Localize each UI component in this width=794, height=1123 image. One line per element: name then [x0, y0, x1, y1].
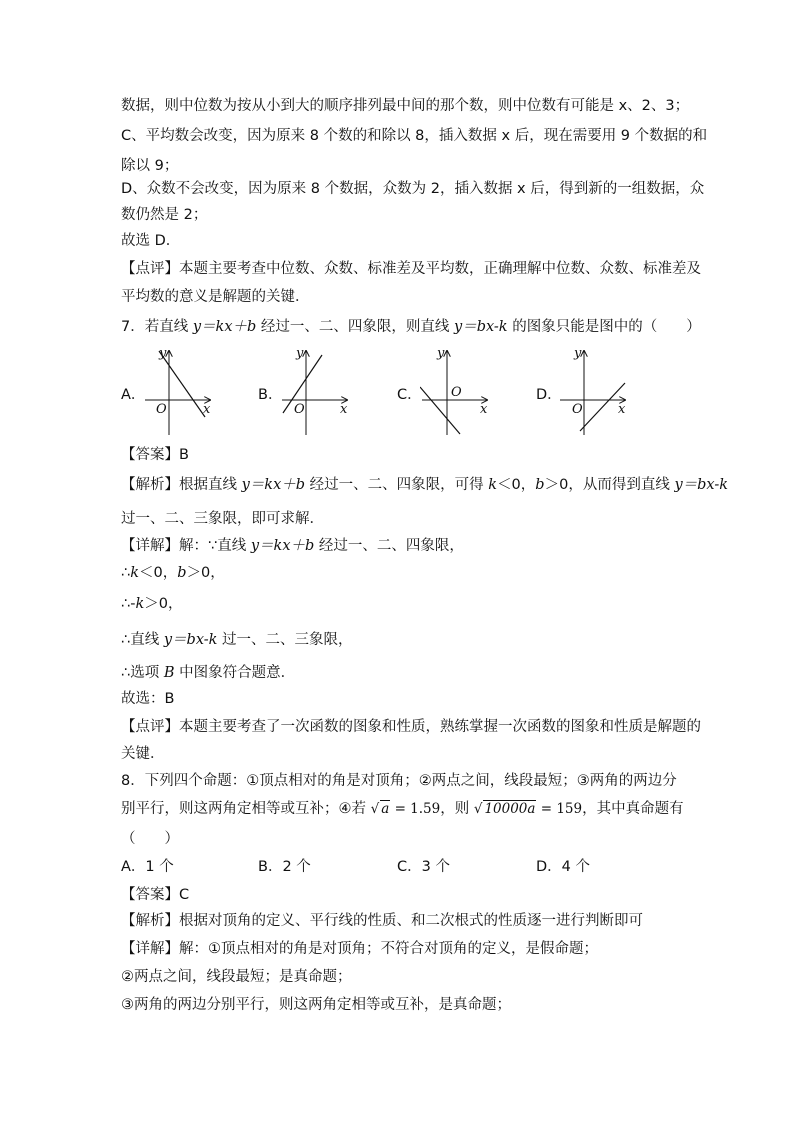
detail-line: ③两角的两边分别平行，则这两角定相等或互补，是真命题；: [121, 997, 511, 1013]
graph-option-b: [280, 343, 365, 438]
option-b-label: B．: [258, 387, 283, 403]
y-label: y: [437, 346, 445, 361]
graph-option-c: [420, 343, 505, 438]
option-a-label: A．: [121, 387, 146, 403]
option-d: D．4 个: [536, 859, 590, 875]
question-8-stem: 8．下列四个命题：①顶点相对的角是对顶角；②两点之间，线段最短；③两角的两边分: [121, 773, 677, 789]
detail-line: ②两点之间，线段最短；是真命题；: [121, 969, 352, 985]
y-label: y: [159, 346, 167, 361]
answer-line: 【答案】B: [121, 447, 189, 463]
x-label: x: [618, 402, 626, 417]
answer-line: 【答案】C: [121, 887, 190, 903]
text-line: 故选 D．: [121, 233, 181, 249]
origin-label: O: [294, 402, 305, 417]
text-line: D、众数不会改变，因为原来 8 个数据，众数为 2，插入数据 x 后，得到新的一组数据，众: [121, 181, 705, 197]
graph-option-d: [558, 343, 643, 438]
x-label: x: [340, 402, 348, 417]
text-line: 数仍然是 2；: [121, 207, 208, 223]
option-b: B．2 个: [258, 859, 311, 875]
detail-step: ∴直线 y＝bx-k 过一、二、三象限，: [121, 632, 353, 648]
text-line: 数据，则中位数为按从小到大的顺序排列最中间的那个数，则中位数有可能是 x、2、3；: [121, 98, 690, 114]
graph-option-a: [143, 343, 228, 438]
detail-step: ∴选项 B 中图象符合题意．: [121, 665, 296, 681]
y-label: y: [574, 346, 582, 361]
review-line: 平均数的意义是解题的关键．: [121, 289, 310, 305]
option-c-label: C．: [397, 387, 422, 403]
analysis-line: 【解析】根据直线 y＝kx＋b 经过一、二、四象限，可得 k＜0，b＞0，从而得到直线 y＝bx-k: [121, 477, 729, 493]
sqrt-expression: √ 10000a = 159: [473, 801, 583, 817]
analysis-line: 【解析】根据对顶角的定义、平行线的性质、和二次根式的性质逐一进行判断即可: [121, 913, 643, 929]
detail-step: ∴-k＞0，: [121, 596, 183, 612]
question-8-stem: 别平行，则这两角定相等或互补；④若 √ a = 1.59，则 √ 10000a = 159，其中真命题有: [121, 801, 684, 817]
question-7-stem: 7．若直线 y＝kx＋b 经过一、二、四象限，则直线 y＝bx-k 的图象只能是图中的（ ）: [121, 319, 701, 335]
sqrt-expression: √ a = 1.59: [370, 801, 441, 817]
text-line: C、平均数会改变，因为原来 8 个数的和除以 8，插入数据 x 后，现在需要用 9 个数据的和: [121, 128, 708, 144]
y-label: y: [296, 346, 304, 361]
analysis-line: 过一、二、三象限，即可求解．: [121, 511, 324, 527]
text-line: 除以 9；: [121, 158, 179, 174]
option-a: A．1 个: [121, 859, 174, 875]
review-line: 【点评】本题主要考查中位数、众数、标准差及平均数，正确理解中位数、众数、标准差及: [121, 261, 701, 277]
origin-label: O: [156, 402, 167, 417]
origin-label: O: [451, 385, 462, 400]
choose-line: 故选：B: [121, 691, 175, 707]
option-d-label: D．: [536, 387, 562, 403]
review-line: 关键．: [121, 746, 165, 762]
detail-line: 【详解】解：①顶点相对的角是对顶角；不符合对顶角的定义，是假命题；: [121, 941, 598, 957]
option-c: C．3 个: [397, 859, 450, 875]
review-line: 【点评】本题主要考查了一次函数的图象和性质，熟练掌握一次函数的图象和性质是解题的: [121, 719, 701, 735]
origin-label: O: [572, 402, 583, 417]
x-label: x: [480, 402, 488, 417]
detail-step: ∴k＜0，b＞0，: [121, 565, 225, 581]
detail-line: 【详解】解：∵直线 y＝kx＋b 经过一、二、四象限，: [121, 538, 464, 554]
x-label: x: [203, 402, 211, 417]
answer-paren: （ ）: [121, 831, 179, 847]
